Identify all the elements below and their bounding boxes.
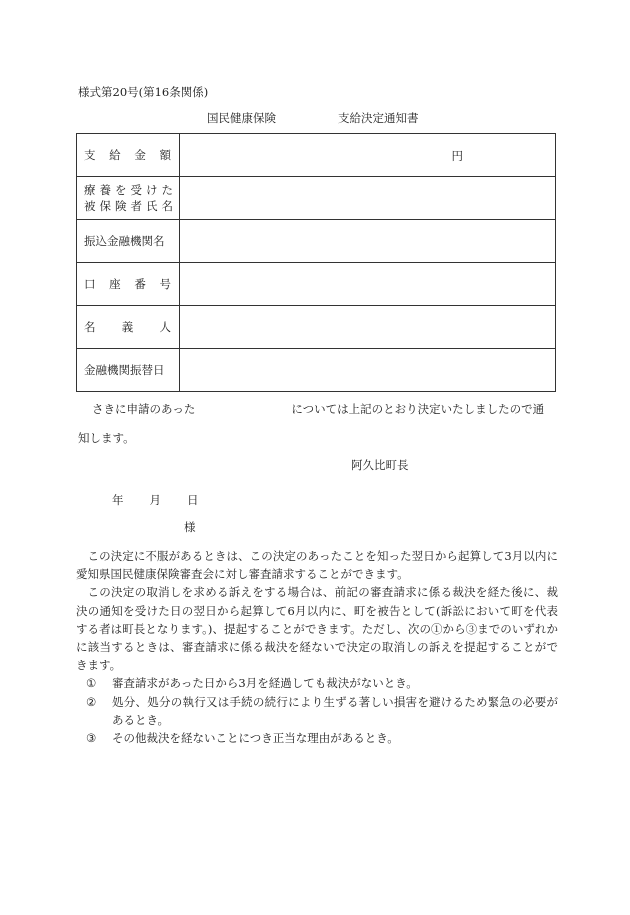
table-row-payment-amount <box>77 134 556 177</box>
label-char: 養 <box>99 183 111 197</box>
value-bank-name[interactable] <box>180 220 556 263</box>
addressee-honorific: 様 <box>184 520 196 534</box>
label-char: 金 <box>134 148 146 162</box>
item-number: ② <box>86 694 97 709</box>
table-row-bank-name <box>77 220 556 263</box>
item-text: その他裁決を経ないことにつき正当な理由があるとき。 <box>112 731 399 746</box>
label-char: 名 <box>84 320 96 334</box>
date-year: 年 <box>112 493 124 507</box>
appeal-instructions <box>76 547 558 747</box>
label-char: 義 <box>121 320 134 334</box>
payment-details-table <box>76 133 556 392</box>
label-char: 人 <box>159 320 171 334</box>
instruction-paragraph: この決定に不服があるときは、この決定のあったことを知った翌日から起算して3月以内に愛知県国民健康保険審査会に対し審査請求することができます。 <box>76 549 558 582</box>
label-char: 療 <box>84 183 96 197</box>
item-number: ③ <box>86 731 97 746</box>
value-payment-amount[interactable] <box>180 134 556 177</box>
label-bank-name: 振込金融機関名 <box>77 220 180 263</box>
label-char: 番 <box>134 277 146 291</box>
label-char: 被 <box>84 199 96 213</box>
item-text: 処分、処分の執行又は手続の続行により生ずる著しい損害を避けるため緊急の必要があるとき。 <box>112 694 558 727</box>
notice-line-2: 知します。 <box>78 431 135 445</box>
label-char: を <box>115 183 127 197</box>
label-char: け <box>146 183 158 197</box>
item-number: ① <box>86 676 97 691</box>
notice-prefix: さきに申請のあった <box>92 402 196 416</box>
issue-date <box>112 492 199 508</box>
label-char: 保 <box>99 199 111 213</box>
label-char: 険 <box>115 199 127 213</box>
value-insured-name[interactable] <box>180 177 556 220</box>
label-char: 氏 <box>146 199 158 213</box>
label-char: 名 <box>161 199 173 213</box>
date-month: 月 <box>149 493 161 507</box>
label-char: 口 <box>84 277 96 291</box>
list-item <box>76 693 558 729</box>
notice-suffix: については上記のとおり決定いたしましたので通 <box>291 402 545 416</box>
label-account-holder <box>77 306 180 349</box>
table-row-account-holder <box>77 306 556 349</box>
issuer-name: 阿久比町長 <box>351 458 409 472</box>
notice-line-1 <box>92 401 544 417</box>
list-item <box>76 729 558 747</box>
label-char: 給 <box>109 148 121 162</box>
table-row-transfer-date <box>77 349 556 392</box>
value-transfer-date[interactable] <box>180 349 556 392</box>
list-item <box>76 674 558 692</box>
table-row-insured-name <box>77 177 556 220</box>
form-number: 様式第20号(第16条関係) <box>78 85 209 99</box>
label-char: 号 <box>159 277 171 291</box>
instruction-paragraph: この決定の取消しを求める訴えをする場合は、前記の審査請求に係る裁決を経た後に、裁決の通知を受けた日の翌日から起算して6月以内に、町を被告として(訴訟において町を代表する者は町長となります。)、提起することができます。ただし、次の①から③までのいずれかに該当するときは、審査請求に係る裁決を経ないで決定の取消しの訴えを提起することができます。 <box>76 585 558 673</box>
item-text: 審査請求があった日から3月を経過しても裁決がないとき。 <box>112 676 418 691</box>
label-account-number <box>77 263 180 306</box>
title-insurance-type: 国民健康保険 <box>207 111 276 125</box>
label-char: 座 <box>109 277 121 291</box>
table-row-account-number <box>77 263 556 306</box>
label-insured-name <box>77 177 180 220</box>
label-char: 額 <box>159 148 171 162</box>
label-char: 支 <box>84 148 96 162</box>
label-char: 者 <box>130 199 142 213</box>
value-account-number[interactable] <box>180 263 556 306</box>
label-char: た <box>161 183 173 197</box>
date-day: 日 <box>187 493 199 507</box>
title-notice-type: 支給決定通知書 <box>338 111 419 125</box>
yen-unit: 円 <box>451 149 463 163</box>
label-payment-amount <box>77 134 180 177</box>
label-transfer-date: 金融機関振替日 <box>77 349 180 392</box>
label-char: 受 <box>130 183 142 197</box>
value-account-holder[interactable] <box>180 306 556 349</box>
